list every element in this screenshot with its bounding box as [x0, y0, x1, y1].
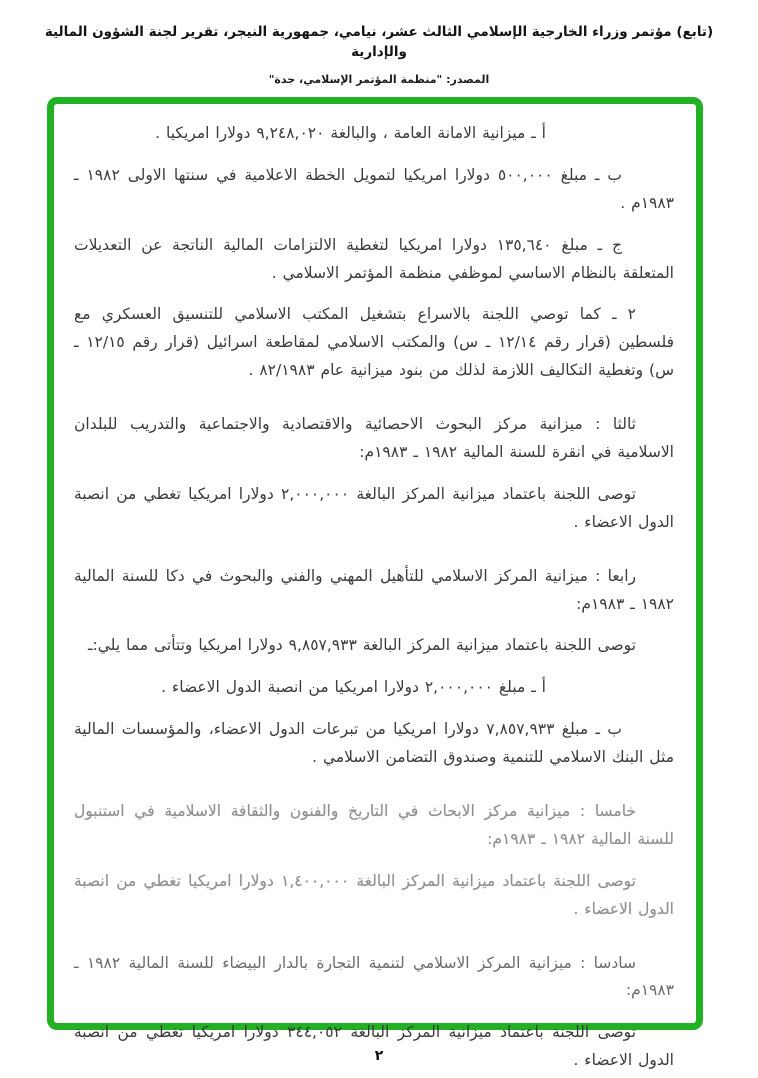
recommendation-istanbul-budget: توصى اللجنة باعتماد ميزانية المركز البالغة ١,٤٠٠,٠٠٠ دولارا امريكيا تغطي من انصبة الدول الاعضاء . [74, 871, 674, 918]
dhaka-item-b-donations: ب ـ مبلغ ٧,٨٥٧,٩٣٣ دولارا امريكيا من تبرعات الدول الاعضاء، والمؤسسات المالية مثل البنك الاسلامي للتنمية وصندوق التضامن الاسلامي . [74, 720, 674, 767]
item-b-media-plan-funding: ب ـ مبلغ ٥٠٠,٠٠٠ دولارا امريكيا لتمويل الخطة الاعلامية في سنتها الاولى ١٩٨٢ ـ ١٩٨٣م . [74, 165, 674, 212]
section-sixth-casablanca-trade-center: سادسا : ميزانية المركز الاسلامي لتنمية التجارة بالدار البيضاء للسنة المالية ١٩٨٢ ـ ١٩٨٣م: [74, 953, 674, 1000]
content-border-frame [47, 97, 703, 1070]
document-footer [0, 1048, 758, 1064]
section-fourth-dhaka-training-center: رابعا : ميزانية المركز الاسلامي للتأهيل المهني والفني والبحوث في دكا للسنة المالية ١٩٨٢ ـ ١٩٨٣م: [74, 566, 674, 613]
section-fifth-istanbul-culture-center: خامسا : ميزانية مركز الابحاث في التاريخ والفنون والثقافة الاسلامية في استنبول للسنة المالية ١٩٨٢ ـ ١٩٨٣م: [74, 802, 674, 848]
item-a-general-secretariat-budget: أ ـ ميزانية الامانة العامة ، والبالغة ٩,٢٤٨,٠٢٠ دولارا امريكيا . [155, 124, 546, 142]
document-title: (تابع) مؤتمر وزراء الخارجية الإسلامي الثالث عشر، نيامي، جمهورية النيجر، تقرير لجنة الشؤون المالية والإدارية [44, 24, 714, 61]
document-header [40, 22, 718, 86]
item-2-military-coordination-office: ٢ ـ كما توصي اللجنة بالاسراع بتشغيل المكتب الاسلامي للتنسيق العسكري مع فلسطين (قرار رقم ١٢/١٤ ـ س) والمكتب الاسلامي لمقاطعة اسرائيل (قرار رقم ١٢/١٥ ـ س) وتغطية التكاليف اللازمة لذلك من بنود ميزانية عام ٨٢/١٩٨٣ . [74, 305, 675, 380]
page-number: ٢ [374, 1048, 384, 1064]
recommendation-casablanca-budget: توصى اللجنة باعتماد ميزانية المركز البالغة ٣٤٤,٠٥٢ دولارا امريكيا تغطي من انصبة الدول الاعضاء . [74, 1023, 674, 1070]
document-body [54, 104, 696, 1070]
dhaka-item-a-member-states-share: أ ـ مبلغ ٢,٠٠٠,٠٠٠ دولارا امريكيا من انصبة الدول الاعضاء . [161, 678, 546, 697]
item-c-financial-obligations: ج ـ مبلغ ١٣٥,٦٤٠ دولارا امريكيا لتغطية الالتزامات المالية الناتجة عن التعديلات المتعلقة بالنظام الاساسي لموظفي منظمة المؤتمر الاسلامي . [74, 235, 674, 282]
document-source: المصدر: "منظمة المؤتمر الإسلامي، جدة" [268, 72, 490, 86]
section-third-ankara-research-center: ثالثا : ميزانية مركز البحوث الاحصائية والاقتصادية والاجتماعية والتدريب للبلدان الاسلامية في انقرة للسنة المالية ١٩٨٢ ـ ١٩٨٣م: [74, 415, 674, 462]
recommendation-ankara-budget: توصى اللجنة باعتماد ميزانية المركز البالغة ٢,٠٠٠,٠٠٠ دولارا امريكيا تغطي من انصبة الدول الاعضاء . [74, 484, 674, 531]
recommendation-dhaka-budget: توصى اللجنة باعتماد ميزانية المركز البالغة ٩,٨٥٧,٩٣٣ دولارا امريكيا وتتأتى مما يلي:ـ [88, 636, 636, 655]
